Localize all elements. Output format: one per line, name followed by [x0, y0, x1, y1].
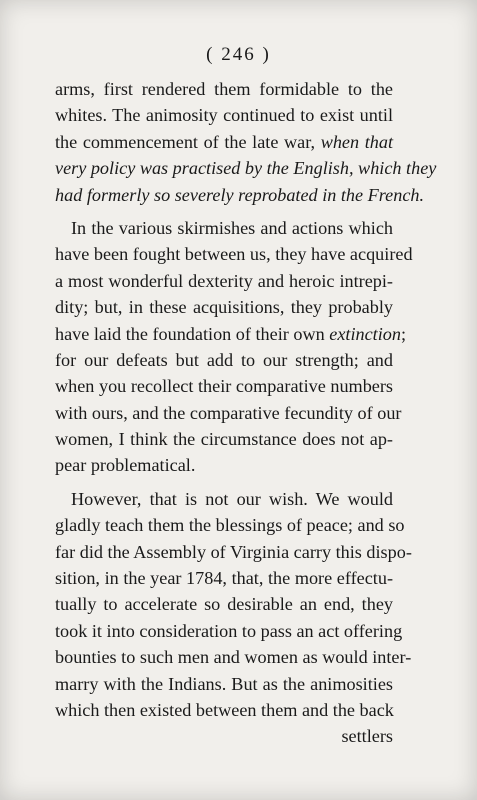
text-run: tually to accelerate so desirable an end, they	[55, 594, 393, 615]
text-line	[55, 215, 393, 241]
text-line	[55, 268, 393, 294]
catchword: settlers	[341, 726, 393, 747]
text-line	[55, 76, 393, 102]
text-run: ;	[400, 323, 407, 344]
text-line	[55, 697, 393, 723]
text-line	[55, 565, 393, 591]
text-line	[55, 347, 393, 373]
text-run: sition, in the year 1784, that, the more effectu-	[55, 568, 393, 589]
text-line	[55, 486, 393, 512]
text-line	[55, 241, 413, 267]
italic-text: when that	[320, 131, 393, 152]
italic-text: very policy was practised by the English, which they	[55, 158, 437, 179]
text-run: dity; but, in these acquisitions, they probably	[55, 297, 393, 318]
text-line	[55, 512, 405, 538]
text-run: have laid the foundation of their own	[55, 323, 330, 344]
text-line	[55, 102, 393, 128]
italic-text: extinction	[329, 323, 401, 344]
text-line	[55, 155, 437, 181]
text-line	[55, 452, 393, 478]
text-line	[55, 129, 393, 155]
text-line	[55, 182, 425, 208]
text-line	[55, 618, 403, 644]
text-run: for our defeats but add to our strength; and	[55, 349, 393, 370]
text-run: which then existed between them and the back	[55, 699, 394, 720]
text-line	[55, 591, 393, 617]
text-run: took it into consideration to pass an act offering	[55, 620, 403, 641]
paragraph	[55, 215, 413, 479]
text-run: pear problematical.	[55, 455, 196, 476]
text-run: gladly teach them the blessings of peace; and so	[55, 515, 405, 536]
body-text	[55, 76, 437, 750]
text-run: whites. The animosity continued to exist until	[55, 105, 393, 126]
text-run: However, that is not our wish. We would	[71, 488, 393, 509]
text-run: the commencement of the late war,	[55, 131, 321, 152]
page-number: ( 246 )	[206, 44, 271, 65]
paragraph	[55, 486, 412, 724]
paragraph-gap	[55, 479, 393, 486]
text-line	[55, 426, 393, 452]
text-run: marry with the Indians. But as the animosities	[55, 673, 393, 694]
text-run: arms, first rendered them formidable to the	[55, 79, 393, 99]
text-line	[55, 321, 407, 347]
text-run: when you recollect their comparative numbers	[55, 376, 393, 397]
text-run: bounties to such men and women as would inter-	[55, 647, 412, 668]
text-line	[55, 671, 393, 697]
italic-text: had formerly so severely reprobated in the French.	[55, 184, 425, 205]
text-run: far did the Assembly of Virginia carry this dispo-	[55, 541, 412, 562]
text-line	[55, 400, 402, 426]
paragraph-gap	[55, 208, 393, 215]
text-line	[55, 539, 412, 565]
text-run: women, I think the circumstance does not ap-	[55, 429, 393, 450]
text-run: have been fought between us, they have acquired	[55, 244, 413, 265]
paragraph	[55, 76, 437, 208]
text-line	[55, 373, 393, 399]
text-run: with ours, and the comparative fecundity of our	[55, 402, 402, 423]
text-run: In the various skirmishes and actions which	[71, 217, 393, 238]
text-line	[55, 294, 393, 320]
text-run: a most wonderful dexterity and heroic intrepi-	[55, 270, 393, 291]
text-line	[55, 644, 412, 670]
